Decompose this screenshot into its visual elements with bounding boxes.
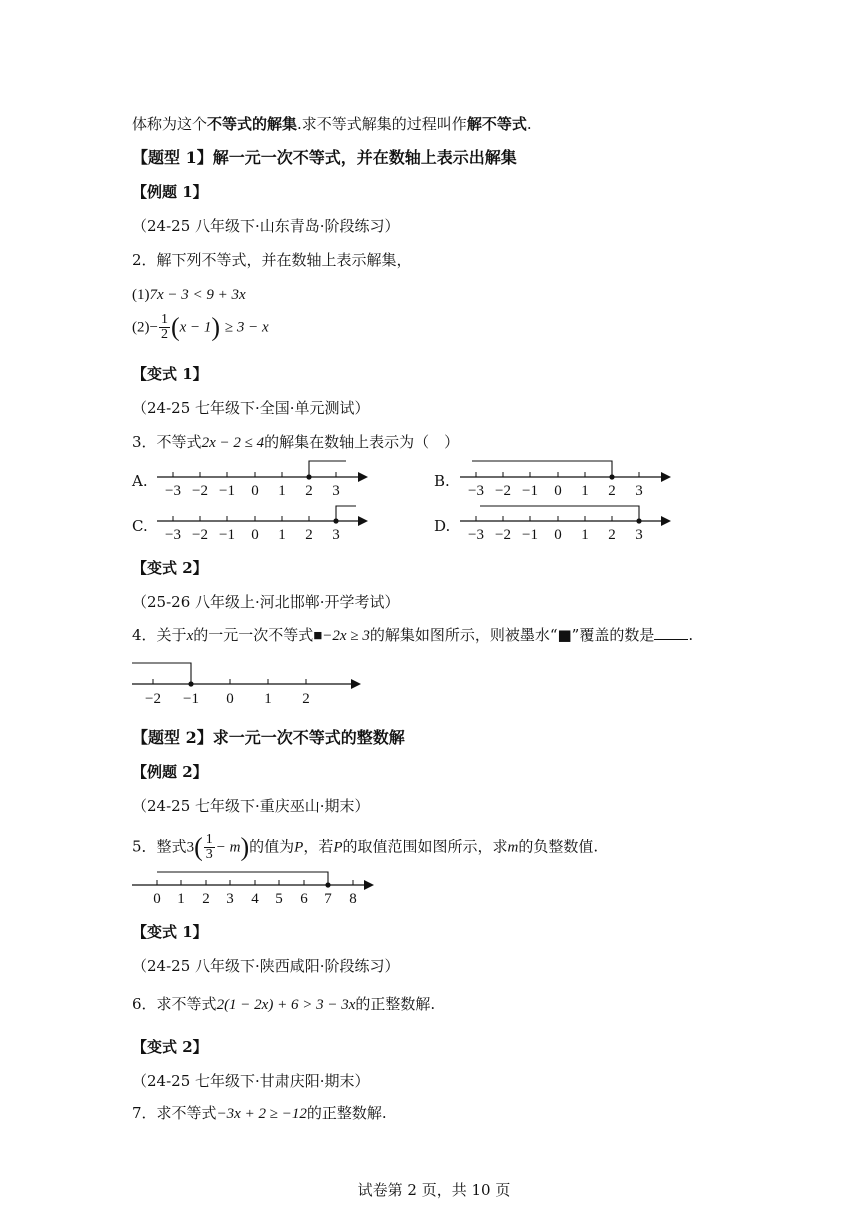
math-variable: m [507, 839, 519, 856]
question-number: 6． [132, 995, 157, 1013]
source-note: （24-25 八年级下·陕西咸阳·阶段练习） [132, 957, 400, 975]
tick-label: 1 [581, 527, 589, 543]
tick-label: 0 [554, 527, 562, 543]
tick-label: 3 [332, 483, 340, 499]
intro-text: .求不等式解集的过程叫作 [297, 115, 467, 133]
tick-label: 3 [635, 483, 643, 499]
tick-label: 1 [581, 483, 589, 499]
source-note: （24-25 七年级下·重庆巫山·期末） [132, 797, 370, 815]
tick-label: 2 [608, 483, 616, 499]
math-sign: − [149, 319, 158, 336]
question-text: 求不等式 [156, 1104, 217, 1122]
math-coefficient: 3 [186, 839, 195, 856]
example-label: 【例题 1】 [132, 183, 208, 201]
tick-label: 3 [226, 891, 234, 907]
tick-label: 6 [300, 891, 308, 907]
question-text: 整式 [156, 837, 187, 856]
math-expression: ≥ 3 − x [224, 319, 269, 336]
tick-label: −3 [165, 483, 181, 499]
tick-label: 0 [251, 483, 259, 499]
question-text: 的取值范围如图所示，求 [342, 837, 508, 856]
fraction-numerator: 1 [205, 832, 213, 847]
tick-label: 2 [305, 483, 313, 499]
math-expression: −3x + 2 ≥ −12 [216, 1106, 307, 1122]
tick-label: 1 [278, 527, 286, 543]
question-text: 解下列不等式，并在数轴上表示解集， [156, 251, 412, 269]
math-variable: x [186, 628, 194, 644]
tick-label: 0 [251, 527, 259, 543]
tick-label: 2 [608, 527, 616, 543]
question-text: 的解集在数轴上表示为（ ） [264, 433, 460, 451]
source-note: （25-26 八年级上·河北邯郸·开学考试） [132, 593, 400, 611]
tick-label: 4 [251, 891, 259, 907]
math-expression: ■−2x ≥ 3 [313, 628, 370, 644]
tick-label: 2 [305, 527, 313, 543]
tick-label: −3 [468, 483, 484, 499]
math-expression: 2(1 − 2x) + 6 > 3 − 3x [216, 997, 356, 1013]
question-7 [132, 1103, 387, 1124]
question-text: 的负整数值. [518, 837, 599, 856]
part-number: (2) [132, 319, 150, 336]
math-variable: P [333, 839, 343, 856]
tick-label: 0 [554, 483, 562, 499]
question-number: 2． [132, 251, 157, 269]
example-label: 【例题 2】 [132, 763, 208, 781]
tick-label: −1 [522, 527, 538, 543]
section-heading-type1: 【题型 1】解一元一次不等式，并在数轴上表示出解集 [132, 148, 517, 167]
question-text: 不等式 [156, 433, 202, 451]
tick-label: 1 [177, 891, 185, 907]
variant-label: 【变式 1】 [132, 923, 208, 941]
question-6 [132, 994, 435, 1015]
part-number: (1) [132, 287, 150, 303]
question-text: 的一元一次不等式 [193, 626, 314, 644]
term-solution-set: 不等式的解集 [207, 115, 298, 133]
tick-label: −2 [192, 527, 208, 543]
tick-label: 0 [153, 891, 161, 907]
source-note: （24-25 七年级下·全国·单元测试） [132, 399, 370, 417]
tick-label: 7 [324, 891, 332, 907]
tick-label: −3 [165, 527, 181, 543]
tick-label: −2 [495, 527, 511, 543]
tick-label: −2 [192, 483, 208, 499]
term-solve-inequality: 解不等式 [466, 115, 527, 133]
tick-label: −1 [522, 483, 538, 499]
question-number: 5． [132, 837, 157, 856]
tick-label: 8 [349, 891, 357, 907]
intro-text: . [526, 115, 532, 133]
question-text: 的正整数解. [306, 1104, 387, 1122]
question-5: 5．整式3( $\frac{1}{3}$ − m)的值为P，若P的取值范围如图所示，求m的负整数值. [132, 832, 599, 862]
fraction-denominator: 2 [160, 327, 168, 342]
tick-label: 1 [264, 691, 272, 707]
option-d-label: D. [434, 517, 451, 535]
tick-label: −2 [145, 691, 161, 707]
question-number: 4． [132, 626, 157, 644]
intro-text: 体称为这个 [132, 115, 208, 133]
option-a-label: A. [132, 472, 148, 490]
tick-label: 1 [278, 483, 286, 499]
tick-label: −1 [219, 527, 235, 543]
question-text: 的正整数解. [355, 995, 436, 1013]
math-expression: 7x − 3 < 9 + 3x [149, 287, 246, 303]
fraction-denominator: 3 [205, 847, 213, 862]
source-note: （24-25 七年级下·甘肃庆阳·期末） [132, 1072, 370, 1090]
math-expression: − m [215, 839, 241, 856]
option-b-label: B. [434, 472, 450, 490]
question-text: ，若 [303, 837, 334, 856]
question-number: 3． [132, 433, 157, 451]
fraction-numerator: 1 [160, 312, 168, 327]
section-heading-type2: 【题型 2】求一元一次不等式的整数解 [132, 728, 405, 747]
tick-label: −3 [468, 527, 484, 543]
tick-label: 2 [302, 691, 310, 707]
question-text: 的值为 [249, 837, 295, 856]
question-text: 关于 [156, 626, 187, 644]
question-number: 7． [132, 1104, 157, 1122]
tick-label: −1 [219, 483, 235, 499]
option-c-label: C. [132, 517, 148, 535]
math-variable: P [294, 839, 304, 856]
variant-label: 【变式 2】 [132, 559, 208, 577]
tick-label: 3 [635, 527, 643, 543]
tick-label: −1 [183, 691, 199, 707]
variant-label: 【变式 2】 [132, 1038, 208, 1056]
variant-label: 【变式 1】 [132, 365, 208, 383]
tick-label: 2 [202, 891, 210, 907]
question-text: . [688, 626, 694, 644]
question-2-part2: (2)− $\frac{1}{2}$ (x − 1) ≥ 3 − x [132, 312, 269, 342]
tick-label: −2 [495, 483, 511, 499]
tick-label: 0 [226, 691, 234, 707]
source-note: （24-25 八年级下·山东青岛·阶段练习） [132, 217, 400, 235]
math-expression: x − 1 [179, 319, 212, 336]
question-text: 的解集如图所示，则被墨水“■”覆盖的数是 [369, 626, 655, 644]
tick-label: 5 [275, 891, 283, 907]
tick-label: 3 [332, 527, 340, 543]
page-footer: 试卷第 2 页，共 10 页 [357, 1181, 511, 1199]
question-text: 求不等式 [156, 995, 217, 1013]
math-expression: 2x − 2 ≤ 4 [201, 435, 265, 451]
